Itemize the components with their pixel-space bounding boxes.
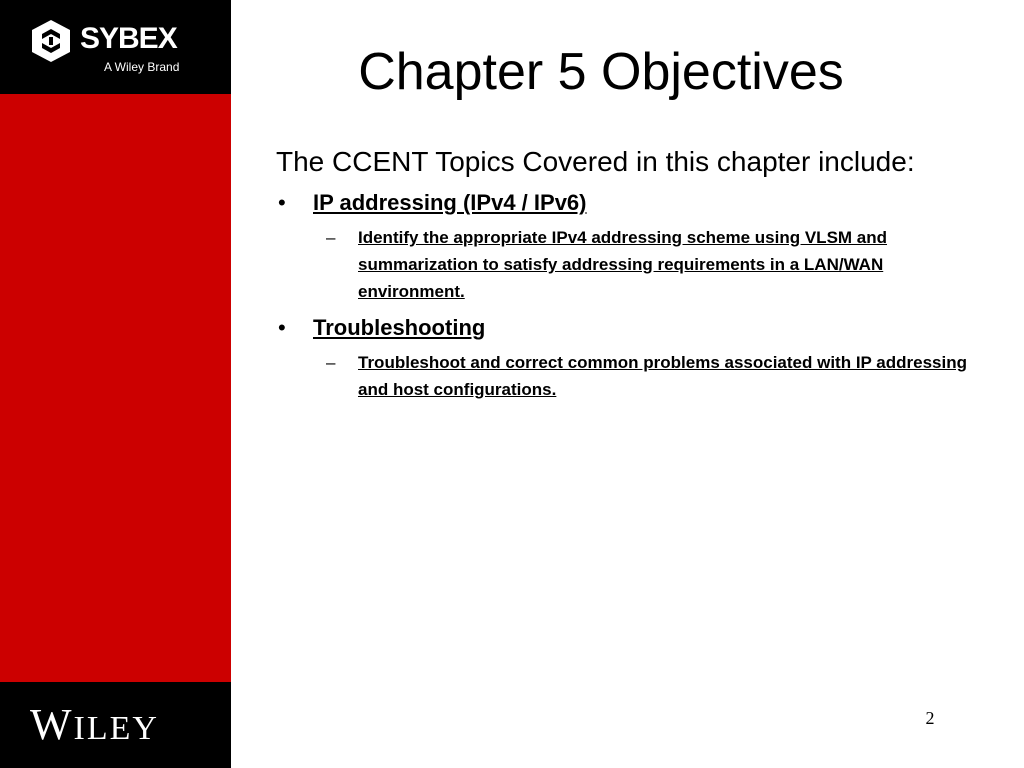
sybex-wordmark: SYBEX: [80, 22, 177, 55]
sybex-logo-panel: [0, 0, 231, 94]
intro-text: The CCENT Topics Covered in this chapter include:: [276, 146, 915, 177]
brand-sidebar: [0, 0, 231, 768]
topic-subitem: [276, 224, 986, 305]
wiley-logo-rest: ILEY: [73, 710, 159, 747]
page-number: 2: [925, 708, 935, 728]
slide-body: [276, 142, 986, 411]
wiley-logo-initial: W: [30, 700, 74, 749]
topic-subitem-text[interactable]: Identify the appropriate IPv4 addressing scheme using VLSM and summarization to satisfy addressing requirements in a LAN/WAN environment.: [358, 228, 888, 301]
bullet-icon: •: [278, 315, 286, 340]
topic-subitem-text[interactable]: Troubleshoot and correct common problems associated with IP addressing and host configurations.: [358, 353, 967, 399]
wiley-logo: [30, 702, 159, 752]
sybex-logo: [28, 18, 188, 78]
sybex-cube-icon: [28, 18, 74, 64]
dash-icon: –: [326, 353, 336, 372]
slide-title: Chapter 5 Objectives: [358, 43, 844, 101]
topic-subitem: [276, 349, 986, 403]
topic-item: [276, 313, 986, 343]
bullet-icon: •: [278, 190, 286, 215]
sybex-tagline: A Wiley Brand: [104, 60, 180, 74]
topic-item: [276, 188, 986, 218]
dash-icon: –: [326, 228, 336, 247]
topic-heading[interactable]: Troubleshooting: [313, 315, 486, 340]
topic-heading[interactable]: IP addressing (IPv4 / IPv6): [313, 190, 587, 215]
